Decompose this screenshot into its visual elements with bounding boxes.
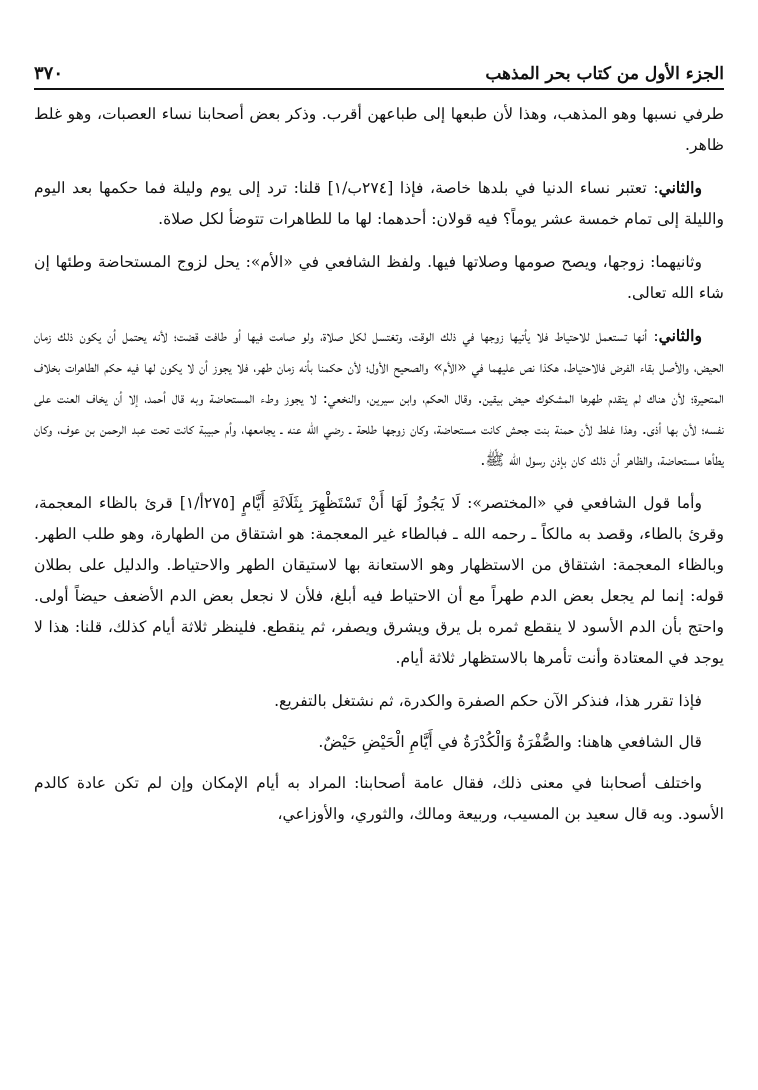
- paragraph-text: فإذا تقرر هذا، فنذكر الآن حكم الصفرة والكدرة، ثم نشتغل بالتفريع.: [274, 692, 702, 710]
- paragraph-text: وأما قول الشافعي في «المختصر»: لَا يَجُوزُ لَهَا أَنْ تَسْتَظْهِرَ بِثَلَاثَةِ أَيَّامٍ [٢٧٥أ/١] قرئ بالظاء المعجمة، وقرئ بالطاء، وقصد به مالكاً ـ رحمه الله ـ فبالطاء غير المعجمة: هو اشتقاق من الطهارة، وهو طلب الطهر. وبالظاء المعجمة: اشتقاق من الاستظهار وهو الاستعانة بها لاستيقان الطهر والاحتياط. والدليل على بطلان قوله: إنما لم يجعل بعض الدم طهراً مع أن الاحتياط فيه أبلغ، فلأن لا نجعل بعض الدم الأضعف حيضاً أولى. واحتج بأن الدم الأسود لا ينقطع ثمره بل يرق ويشرق ويصفر، ثم ينقطع. فلينظر ثلاثة أيام كذلك، قلنا: هذا لا يوجد في المعتادة وأنت تأمرها بالاستظهار ثلاثة أيام.: [34, 494, 724, 667]
- paragraph-text: واختلف أصحابنا في معنى ذلك، فقال عامة أصحابنا: المراد به أيام الإمكان وإن لم تكن عادة كالدم الأسود. وبه قال سعيد بن المسيب، وربيعة ومالك، والثوري، والأوزاعي،: [34, 774, 724, 823]
- paragraph: [34, 320, 724, 476]
- paragraph-keyword: والثاني: [658, 178, 702, 197]
- page-body: [34, 98, 724, 1073]
- paragraph-text: قال الشافعي هاهنا: والصُّفْرَةُ وَالْكُدْرَةُ في أَيَّامِ الْحَيْضِ حَيْضٌ.: [318, 733, 702, 751]
- paragraph: [34, 685, 724, 717]
- paragraph-text: وثانيهما: زوجها، ويصح صومها وصلاتها فيها. ولفظ الشافعي في «الأم»: يحل لزوج المستحاضة وطئها إن شاء الله تعالى.: [34, 253, 724, 302]
- paragraph: [34, 246, 724, 309]
- paragraph-text: طرفي نسبها وهو المذهب، وهذا لأن طبعها إلى طباعهن أقرب. وذكر بعض أصحابنا نساء العصبات، وهو غلط ظاهر.: [34, 105, 724, 154]
- paragraph: [34, 487, 724, 674]
- book-title: الجزء الأول من كتاب بحر المذهب: [485, 64, 724, 84]
- running-header: [34, 58, 724, 84]
- paragraph: [34, 172, 724, 235]
- paragraph-keyword: والثاني: [658, 326, 702, 345]
- paragraph: [34, 726, 724, 758]
- paragraph-text: : أنها تستعمل للاحتياط فلا يأتيها زوجها في ذلك الوقت، وتغتسل لكل صلاة، ولو صامت فيها أو طافت قضت؛ لأنه يحتمل أن يكون ذلك زمان الحيض، والأصل بقاء الفرض فالاحتياط، هكذا نص عليهما في «الأم» والصحيح الأول؛ لأن حكمنا بأنه زمان طهر، فلا يجوز أن لا يكون لها فيه حكم الطاهرات بخلاف المتحيرة؛ لأن هناك لم يتقدم طهرها المشكوك حيض بيقين. وقال الحكم، وابن سيرين، والنخعي: لا يجوز وطء المستحاضة وبه قال أحمد، إلا أن يخاف العنت على نفسه؛ لأن بها أذى. وهذا غلط لأن حمنة بنت جحش كانت مستحاضة، وكان زوجها طلحة ـ رضي الله عنه ـ يجامعها، وأم حبيبة كانت تحت عبد الرحمن بن عوف، وكان يطأها مستحاضة، والظاهر أن ذلك كان بإذن رسول الله ﷺ.: [34, 327, 724, 469]
- paragraph-text: : تعتبر نساء الدنيا في بلدها خاصة، فإذا [٢٧٤ب/١] قلنا: ترد إلى يوم وليلة فما حكمها بعد اليوم والليلة إلى تمام خمسة عشر يوماً؟ فيه قولان: أحدهما: لها ما للطاهرات تتوضأ لكل صلاة.: [34, 179, 724, 228]
- page-number: ٣٧٠: [34, 63, 64, 84]
- paragraph: [34, 98, 724, 161]
- header-rule: [34, 88, 724, 90]
- paragraph: [34, 767, 724, 830]
